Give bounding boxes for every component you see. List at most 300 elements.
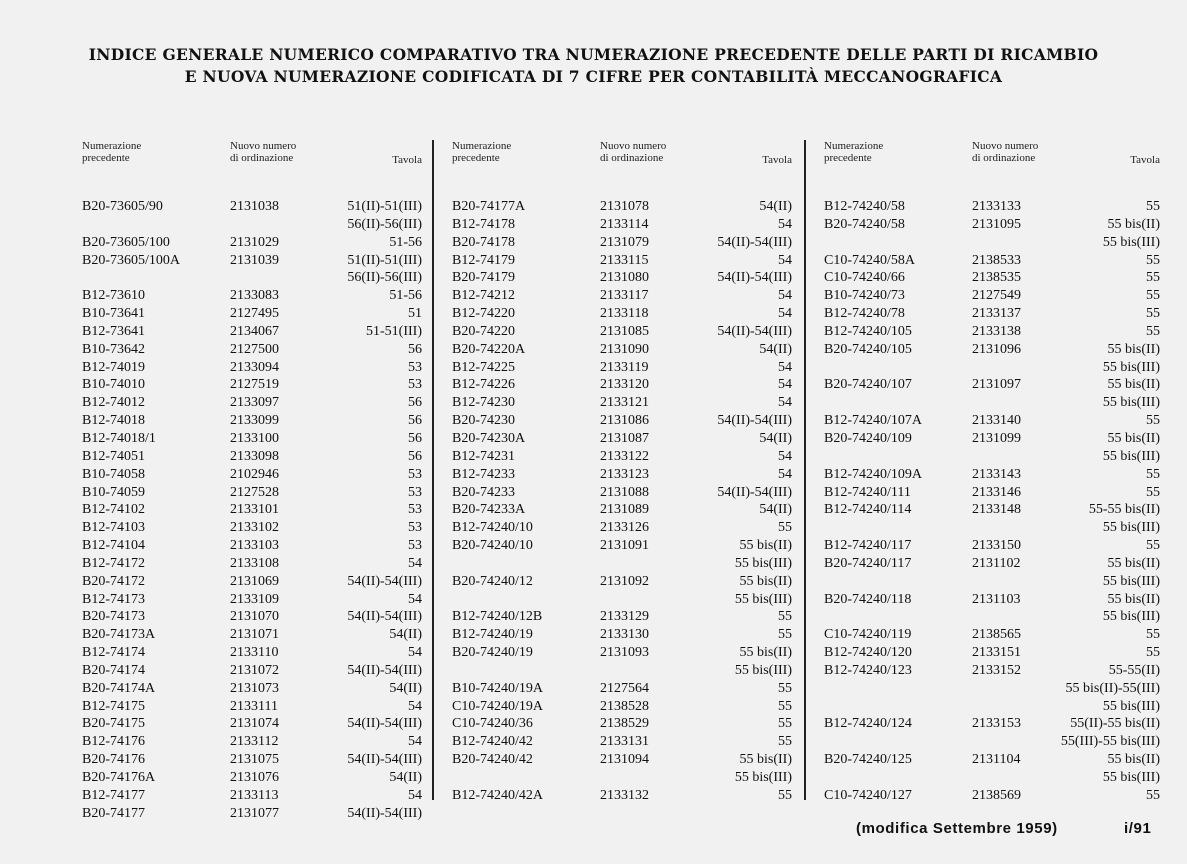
title-line-2: E NUOVA NUMERAZIONE CODIFICATA DI 7 CIFRE PER CONTABILITÀ MECCANOGRAFICA (184, 67, 1003, 86)
table-row (82, 537, 422, 555)
previous-number: B12-74231 (452, 448, 515, 464)
table-row (824, 216, 1160, 234)
table-ref: 55 bis(II) (739, 573, 792, 589)
table-ref: 53 (408, 484, 422, 500)
column-group-2 (452, 140, 792, 803)
table-ref: 56(II)-56(III) (347, 216, 422, 232)
new-number: 2127519 (230, 377, 279, 393)
new-number: 2133133 (972, 199, 1021, 214)
table-row (452, 484, 792, 502)
new-number: 2131074 (230, 716, 279, 732)
table-row (824, 501, 1160, 519)
table-row (82, 466, 422, 484)
table-row (824, 733, 1160, 751)
new-number: 2133153 (972, 716, 1021, 732)
table-ref: 54 (408, 645, 422, 661)
table-row (82, 715, 422, 733)
header-new-number (972, 140, 1038, 164)
previous-number: B12-74172 (82, 555, 145, 571)
table-ref: 54(II)-54(III) (717, 270, 792, 286)
column-group-3 (824, 140, 1160, 803)
new-number: 2131088 (600, 484, 649, 500)
previous-number: B20-74233A (452, 502, 526, 518)
new-number: 2133126 (600, 520, 649, 536)
new-number: 2131093 (600, 645, 649, 661)
column-header (82, 140, 422, 190)
table-ref: 55 bis(II) (1107, 430, 1160, 446)
table-ref: 55 (1146, 199, 1160, 214)
table-row (452, 626, 792, 644)
new-number: 2133148 (972, 502, 1021, 518)
new-number: 2131076 (230, 770, 279, 785)
new-number: 2133131 (600, 734, 649, 750)
previous-number: B20-74179 (452, 270, 515, 286)
table-row (82, 751, 422, 769)
new-number: 2133121 (600, 395, 649, 411)
table-row (82, 430, 422, 448)
new-number: 2133150 (972, 538, 1021, 554)
table-ref: 54 (778, 466, 792, 482)
column-group-1 (82, 140, 422, 821)
table-row (824, 680, 1160, 698)
table-row (82, 805, 422, 823)
table-ref: 54(II)-54(III) (717, 413, 792, 429)
table-row (824, 751, 1160, 769)
table-row (452, 341, 792, 359)
table-ref: 54(II) (759, 502, 792, 518)
table-ref: 55 (778, 680, 792, 696)
previous-number: B12-74240/124 (824, 716, 912, 732)
table-row (824, 305, 1160, 323)
table-row (452, 305, 792, 323)
table-ref: 54 (778, 448, 792, 464)
table-ref: 54 (778, 252, 792, 268)
new-number: 2131073 (230, 680, 279, 696)
previous-number: B20-74174 (82, 662, 145, 678)
table-ref: 56(II)-56(III) (347, 270, 422, 286)
previous-number: B12-74179 (452, 252, 515, 268)
table-ref: 55 (1146, 787, 1160, 803)
previous-number: B20-73605/100A (82, 252, 180, 268)
new-number: 2131104 (972, 752, 1021, 768)
previous-number: B12-74226 (452, 377, 515, 393)
table-ref: 55 bis(II) (1107, 341, 1160, 357)
previous-number: B12-74174 (82, 645, 145, 661)
table-row (82, 252, 422, 270)
table-row (824, 359, 1160, 377)
previous-number: C10-74240/58A (824, 252, 915, 268)
table-row (452, 769, 792, 787)
previous-number: B12-74178 (452, 216, 515, 232)
new-number: 2138535 (972, 270, 1021, 286)
previous-number: B20-74176 (82, 752, 145, 768)
previous-number: C10-74240/36 (452, 716, 533, 732)
new-number: 2133097 (230, 395, 279, 411)
header-previous-line1: Numerazione (824, 140, 884, 152)
header-new-number (230, 140, 296, 164)
new-number: 2138533 (972, 252, 1021, 268)
previous-number: B20-74173A (82, 627, 156, 643)
table-row (452, 448, 792, 466)
table-row (824, 341, 1160, 359)
table-ref: 55 bis(III) (734, 662, 792, 678)
table-ref: 55 bis(II) (739, 645, 792, 661)
previous-number: B12-74240/42A (452, 787, 543, 803)
table-ref: 55 (778, 520, 792, 536)
table-row (452, 501, 792, 519)
table-row (824, 466, 1160, 484)
table-row (824, 430, 1160, 448)
table-ref: 56 (408, 341, 422, 357)
table-ref: 55 bis(III) (1102, 395, 1160, 411)
header-previous-numbering (452, 140, 511, 164)
table-row (452, 287, 792, 305)
table-ref: 54 (778, 306, 792, 322)
new-number: 2131029 (230, 234, 279, 250)
table-ref: 54(II) (389, 770, 422, 785)
table-row (82, 662, 422, 680)
table-ref: 55 bis(II) (739, 538, 792, 554)
table-ref: 55 (1146, 288, 1160, 304)
new-number: 2133119 (600, 359, 649, 375)
table-ref: 55 bis(III) (734, 770, 792, 785)
previous-number: B12-74051 (82, 448, 145, 464)
table-ref: 55(II)-55 bis(II) (1070, 716, 1160, 732)
table-ref: 55 (1146, 645, 1160, 661)
previous-number: B20-74240/109 (824, 430, 912, 446)
table-row (82, 769, 422, 787)
table-ref: 55 (1146, 270, 1160, 286)
table-ref: 55 bis(II) (1107, 555, 1160, 571)
table-row (452, 198, 792, 216)
new-number: 2131099 (972, 430, 1021, 446)
header-table: Tavola (762, 154, 792, 166)
table-ref: 55 bis(II) (1107, 216, 1160, 232)
table-ref: 56 (408, 448, 422, 464)
new-number: 2131069 (230, 573, 279, 589)
table-row (452, 555, 792, 573)
header-new-line1: Nuovo numero (972, 140, 1039, 152)
title-line-1: INDICE GENERALE NUMERICO COMPARATIVO TRA NUMERAZIONE PRECEDENTE DELLE PARTI DI RICAMBIO (88, 45, 1099, 64)
new-number: 2133146 (972, 484, 1021, 500)
previous-number: B12-74240/111 (824, 484, 911, 500)
previous-number: B12-74019 (82, 359, 145, 375)
previous-number: B12-74240/19 (452, 627, 533, 643)
new-number: 2133100 (230, 430, 279, 446)
new-number: 2133111 (230, 698, 278, 714)
table-row (452, 644, 792, 662)
previous-number: B20-74240/125 (824, 752, 912, 768)
column-divider (432, 140, 434, 800)
table-row (82, 680, 422, 698)
previous-number: B20-74177A (452, 199, 526, 214)
new-number: 2133140 (972, 413, 1021, 429)
table-row (82, 698, 422, 716)
previous-number: B12-74018 (82, 413, 145, 429)
previous-number: B12-74240/109A (824, 466, 922, 482)
table-row (82, 412, 422, 430)
new-number: 2133099 (230, 413, 279, 429)
table-row (82, 305, 422, 323)
table-ref: 55 bis(III) (734, 555, 792, 571)
table-row (452, 787, 792, 805)
new-number: 2131085 (600, 323, 649, 339)
table-ref: 55 bis(III) (1102, 609, 1160, 625)
new-number: 2133151 (972, 645, 1021, 661)
header-new-line1: Nuovo numero (230, 140, 297, 152)
table-ref: 55 bis(II) (739, 752, 792, 768)
previous-number: B12-74175 (82, 698, 145, 714)
previous-number: B20-74175 (82, 716, 145, 732)
new-number: 2131071 (230, 627, 279, 643)
table-row (82, 287, 422, 305)
previous-number: B20-74174A (82, 680, 156, 696)
new-number: 2127564 (600, 680, 649, 696)
table-row (82, 323, 422, 341)
table-row (452, 680, 792, 698)
table-row (82, 448, 422, 466)
new-number: 2133130 (600, 627, 649, 643)
previous-number: B12-74230 (452, 395, 515, 411)
table-ref: 54(II) (389, 627, 422, 643)
table-row (452, 751, 792, 769)
table-ref: 54(II)-54(III) (347, 752, 422, 768)
table-row (452, 591, 792, 609)
table-ref: 55 (778, 698, 792, 714)
previous-number: B10-74240/19A (452, 680, 543, 696)
table-ref: 51-56 (389, 288, 422, 304)
previous-number: B12-74240/78 (824, 306, 905, 322)
table-ref: 54 (778, 377, 792, 393)
table-ref: 54 (778, 359, 792, 375)
table-ref: 54 (778, 288, 792, 304)
previous-number: B20-74230A (452, 430, 526, 446)
table-ref: 56 (408, 395, 422, 411)
table-ref: 55 bis(III) (1102, 359, 1160, 375)
previous-number: B12-74220 (452, 306, 515, 322)
table-row (452, 608, 792, 626)
table-ref: 55 bis(III) (1102, 698, 1160, 714)
previous-number: B12-74240/10 (452, 520, 533, 536)
previous-number: B20-74240/19 (452, 645, 533, 661)
new-number: 2131094 (600, 752, 649, 768)
table-row (452, 698, 792, 716)
table-ref: 54(II)-54(III) (347, 662, 422, 678)
previous-number: B20-74178 (452, 234, 515, 250)
table-row (452, 216, 792, 234)
header-previous-line1: Numerazione (452, 140, 512, 152)
previous-number: B20-74173 (82, 609, 145, 625)
header-previous-line2: precedente (452, 152, 500, 164)
previous-number: B12-74240/114 (824, 502, 912, 518)
previous-number: B20-74172 (82, 573, 145, 589)
table-ref: 54(II)-54(III) (717, 234, 792, 250)
table-ref: 53 (408, 466, 422, 482)
new-number: 2131072 (230, 662, 279, 678)
previous-number: B20-74240/107 (824, 377, 912, 393)
table-ref: 56 (408, 413, 422, 429)
new-number: 2131075 (230, 752, 279, 768)
table-row (452, 269, 792, 287)
table-row (452, 519, 792, 537)
previous-number: B12-74104 (82, 538, 145, 554)
table-row (824, 252, 1160, 270)
previous-number: B12-74012 (82, 395, 145, 411)
table-row (824, 394, 1160, 412)
previous-number: B20-74230 (452, 413, 515, 429)
header-new-line2: di ordinazione (972, 152, 1036, 164)
table-row (452, 715, 792, 733)
previous-number: B20-74240/12 (452, 573, 533, 589)
previous-number: B10-74240/73 (824, 288, 905, 304)
new-number: 2127495 (230, 306, 279, 322)
new-number: 2133137 (972, 306, 1021, 322)
header-previous-line2: precedente (824, 152, 872, 164)
new-number: 2131095 (972, 216, 1021, 232)
new-number: 2131096 (972, 341, 1021, 357)
new-number: 2133103 (230, 538, 279, 554)
table-row (824, 573, 1160, 591)
previous-number: B12-74240/42 (452, 734, 533, 750)
column-divider (804, 140, 806, 800)
table-ref: 53 (408, 502, 422, 518)
new-number: 2133123 (600, 466, 649, 482)
table-ref: 55-55 bis(II) (1088, 502, 1160, 518)
previous-number: B12-74240/58 (824, 199, 905, 214)
previous-number: C10-74240/19A (452, 698, 543, 714)
table-ref: 55 (778, 627, 792, 643)
new-number: 2133108 (230, 555, 279, 571)
table-ref: 54(II)-54(III) (347, 573, 422, 589)
table-ref: 55 (1146, 252, 1160, 268)
new-number: 2133109 (230, 591, 279, 607)
table-ref: 54 (408, 698, 422, 714)
table-row (82, 591, 422, 609)
new-number: 2131089 (600, 502, 649, 518)
table-row (82, 198, 422, 216)
table-row (82, 234, 422, 252)
table-ref: 53 (408, 377, 422, 393)
header-table: Tavola (392, 154, 422, 166)
table-ref: 54(II) (759, 199, 792, 214)
table-ref: 54(II)-54(III) (347, 609, 422, 625)
table-row (82, 555, 422, 573)
previous-number: B12-74240/12B (452, 609, 543, 625)
table-row (452, 394, 792, 412)
table-row (82, 519, 422, 537)
previous-number: B20-74176A (82, 770, 156, 785)
table-row (824, 448, 1160, 466)
table-ref: 56 (408, 430, 422, 446)
table-row (452, 376, 792, 394)
table-ref: 51(II)-51(III) (347, 252, 422, 268)
table-row (452, 323, 792, 341)
previous-number: B10-73641 (82, 306, 145, 322)
new-number: 2133118 (600, 306, 649, 322)
table-ref: 54 (408, 787, 422, 803)
header-previous-numbering (824, 140, 883, 164)
new-number: 2133110 (230, 645, 279, 661)
table-row (824, 287, 1160, 305)
new-number: 2133117 (600, 288, 649, 304)
new-number: 2134067 (230, 323, 279, 339)
table-row (82, 573, 422, 591)
table-ref: 54 (778, 216, 792, 232)
previous-number: B12-74240/107A (824, 413, 922, 429)
table-row (824, 376, 1160, 394)
table-ref: 54(II) (389, 680, 422, 696)
table-row (82, 376, 422, 394)
table-row (82, 484, 422, 502)
previous-number: B20-74240/42 (452, 752, 533, 768)
table-ref: 54(II)-54(III) (347, 716, 422, 732)
new-number: 2127528 (230, 484, 279, 500)
new-number: 2131097 (972, 377, 1021, 393)
table-ref: 54(II) (759, 341, 792, 357)
previous-number: B12-74177 (82, 787, 145, 803)
new-number: 2131092 (600, 573, 649, 589)
rows-container (452, 198, 792, 805)
new-number: 2131039 (230, 252, 279, 268)
header-new-line1: Nuovo numero (600, 140, 667, 152)
header-previous-line2: precedente (82, 152, 130, 164)
table-ref: 55 (778, 734, 792, 750)
table-ref: 51-51(III) (366, 323, 422, 339)
table-ref: 55 (778, 609, 792, 625)
table-row (82, 787, 422, 805)
table-row (82, 733, 422, 751)
table-row (824, 626, 1160, 644)
previous-number: B12-74176 (82, 734, 145, 750)
table-ref: 55 bis(III) (1102, 234, 1160, 250)
rows-container (824, 198, 1160, 805)
table-row (824, 644, 1160, 662)
table-ref: 55(III)-55 bis(III) (1060, 734, 1160, 750)
header-new-number (600, 140, 666, 164)
table-row (82, 359, 422, 377)
table-row (824, 537, 1160, 555)
table-row (82, 626, 422, 644)
page-number: i/91 (1124, 820, 1152, 837)
new-number: 2131038 (230, 199, 279, 214)
table-ref: 53 (408, 538, 422, 554)
table-row (824, 412, 1160, 430)
previous-number: B12-74212 (452, 288, 515, 304)
previous-number: B20-74220A (452, 341, 526, 357)
previous-number: B12-74173 (82, 591, 145, 607)
table-ref: 55 (1146, 306, 1160, 322)
previous-number: B12-74240/123 (824, 662, 912, 678)
table-row (824, 234, 1160, 252)
header-new-line2: di ordinazione (600, 152, 664, 164)
table-row (824, 787, 1160, 805)
new-number: 2131087 (600, 430, 649, 446)
table-row (824, 198, 1160, 216)
table-ref: 55 bis(III) (1102, 770, 1160, 785)
new-number: 2133138 (972, 323, 1021, 339)
previous-number: B20-73605/100 (82, 234, 170, 250)
new-number: 2131090 (600, 341, 649, 357)
table-ref: 54(II)-54(III) (717, 323, 792, 339)
new-number: 2133083 (230, 288, 279, 304)
table-row (452, 430, 792, 448)
new-number: 2133113 (230, 787, 279, 803)
table-row (824, 555, 1160, 573)
table-ref: 55 (778, 787, 792, 803)
table-row (824, 591, 1160, 609)
new-number: 2131077 (230, 805, 279, 821)
table-ref: 51-56 (389, 234, 422, 250)
